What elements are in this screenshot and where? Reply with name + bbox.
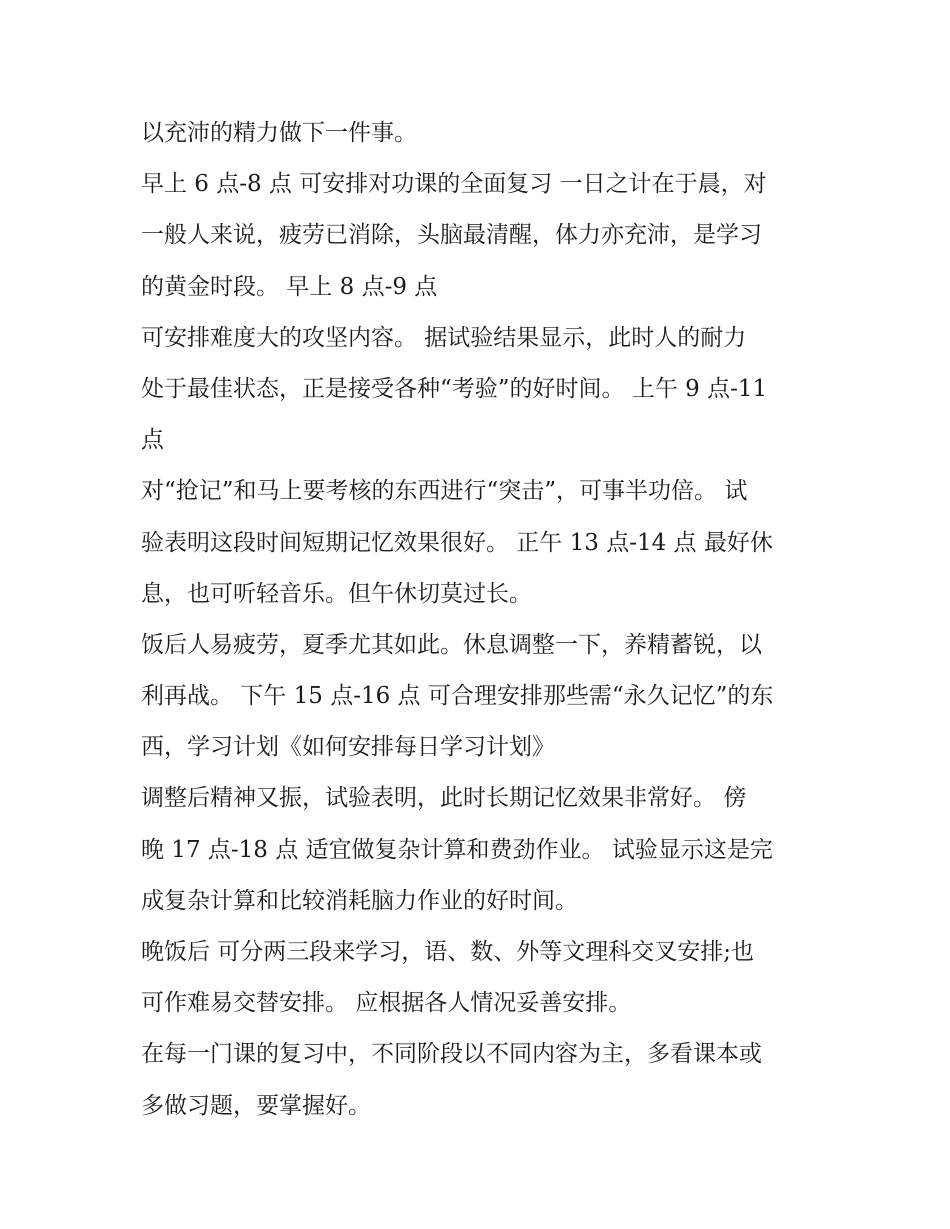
text-line: 点	[141, 427, 164, 454]
text-line: 对“抢记”和马上要考核的东西进行“突击”，可事半功倍。 试	[141, 478, 748, 505]
text-line: 可作难易交替安排。 应根据各人情况妥善安排。	[141, 990, 632, 1017]
text-line: 西，学习计划《如何安排每日学习计划》	[141, 734, 555, 761]
text-line: 调整后精神又振，试验表明，此时长期记忆效果非常好。 傍	[141, 785, 747, 812]
document-page	[141, 108, 821, 1132]
text-line: 成复杂计算和比较消耗脑力作业的好时间。	[141, 887, 578, 914]
text-line: 饭后人易疲劳，夏季尤其如此。休息调整一下，养精蓄锐，以	[141, 631, 762, 658]
text-line: 处于最佳状态，正是接受各种“考验”的好时间。 上午 9 点-11	[141, 375, 768, 402]
text-line: 以充沛的精力做下一件事。	[141, 120, 417, 146]
text-line: 息，也可听轻音乐。但午休切莫过长。	[141, 580, 532, 607]
text-line: 的黄金时段。 早上 8 点-9 点	[141, 273, 438, 300]
text-line: 晚饭后 可分两三段来学习，语、数、外等文理科交叉安排;也	[141, 939, 755, 965]
text-line: 一般人来说，疲劳已消除，头脑最清醒，体力亦充沛，是学习	[141, 222, 762, 249]
text-line: 验表明这段时间短期记忆效果很好。 正午 13 点-14 点 最好休	[141, 529, 773, 556]
text-line: 可安排难度大的攻坚内容。 据试验结果显示，此时人的耐力	[141, 324, 747, 351]
text-line: 多做习题，要掌握好。	[141, 1092, 371, 1119]
text-line: 利再战。 下午 15 点-16 点 可合理安排那些需“永久记忆”的东	[141, 683, 774, 710]
text-line: 晚 17 点-18 点 适宜做复杂计算和费劲作业。 试验显示这是完	[141, 836, 773, 863]
text-line: 早上 6 点-8 点 可安排对功课的全面复习 一日之计在于晨，对	[141, 171, 767, 198]
text-line: 在每一门课的复习中，不同阶段以不同内容为主，多看课本或	[141, 1041, 762, 1068]
